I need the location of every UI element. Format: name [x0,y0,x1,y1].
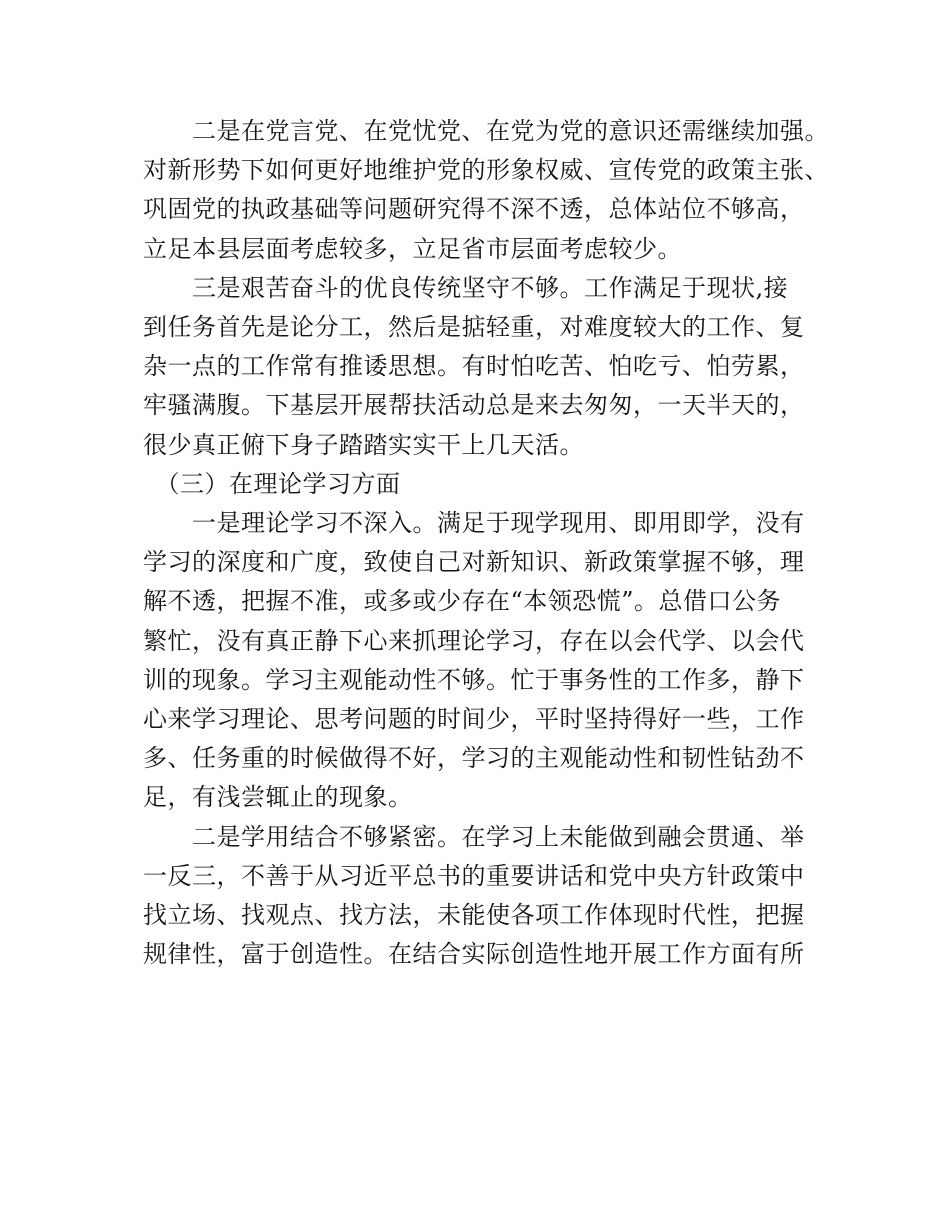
text-line: 多、任务重的时候做得不好，学习的主观能动性和韧性钻劲不 [143,744,805,773]
text-line: 杂一点的工作常有推诿思想。有时怕吃苦、怕吃亏、怕劳累， [143,352,805,381]
section-heading: （三）在理论学习方面 [143,469,401,498]
text-line: 二是在党言党、在党忧党、在党为党的意识还需继续加强。 [143,117,829,145]
text-line: 牢骚满腹。下基层开展帮扶活动总是来去匆匆，一天半天的， [143,391,805,420]
text-line: 立足本县层面考虑较多，立足省市层面考虑较少。 [143,234,682,263]
text-line: 解不透，把握不准，或多或少存在“本领恐慌”。总借口公务 [143,587,782,616]
text-line: 心来学习理论、思考问题的时间少，平时坚持得好一些，工作 [143,705,805,734]
text-line: 很少真正俯下身子踏踏实实干上几天活。 [143,430,584,459]
text-line: 学习的深度和广度，致使自己对新知识、新政策掌握不够，理 [143,548,805,577]
text-line: 对新形势下如何更好地维护党的形象权威、宣传党的政策主张、 [143,156,829,185]
text-line: 规律性，富于创造性。在结合实际创造性地开展工作方面有所 [143,940,805,969]
text-line: 训的现象。学习主观能动性不够。忙于事务性的工作多，静下 [143,665,805,694]
text-line: 巩固党的执政基础等问题研究得不深不透，总体站位不够高， [143,195,805,224]
text-line: 三是艰苦奋斗的优良传统坚守不够。工作满足于现状,接 [143,273,789,302]
text-line: 一是理论学习不深入。满足于现学现用、即用即学，没有 [143,509,805,538]
text-line: 找立场、找观点、找方法，未能使各项工作体现时代性，把握 [143,901,805,930]
text-line: 繁忙，没有真正静下心来抓理论学习，存在以会代学、以会代 [143,626,805,655]
text-line: 一反三，不善于从习近平总书的重要讲话和党中央方针政策中 [143,861,805,890]
text-line: 足，有浅尝辄止的现象。 [143,783,413,812]
text-line: 二是学用结合不够紧密。在学习上未能做到融会贯通、举 [143,822,805,851]
document-body [143,112,829,974]
text-line: 到任务首先是论分工，然后是掂轻重，对难度较大的工作、复 [143,313,805,342]
